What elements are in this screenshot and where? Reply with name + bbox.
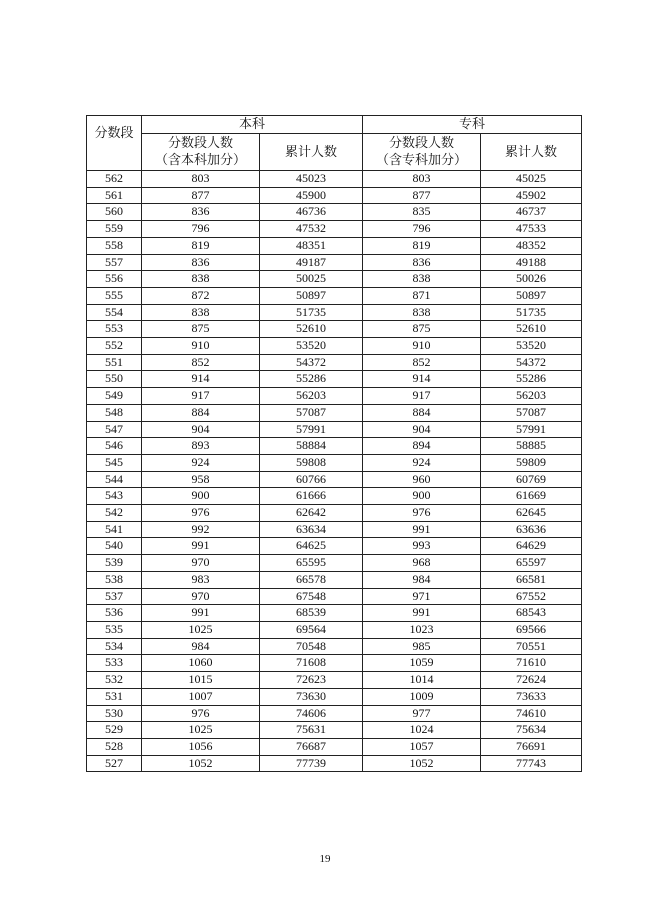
junior-count-cell: 1052 [363, 755, 481, 772]
junior-cumulative-cell: 64629 [481, 538, 582, 555]
score-cell: 541 [87, 521, 142, 538]
table-row [87, 588, 582, 605]
undergrad-cumulative-cell: 71608 [260, 655, 363, 672]
undergrad-count-cell: 976 [142, 505, 260, 522]
score-cell: 529 [87, 722, 142, 739]
undergrad-count-cell: 914 [142, 371, 260, 388]
undergrad-count-cell: 991 [142, 538, 260, 555]
score-cell: 547 [87, 421, 142, 438]
undergrad-cumulative-cell: 64625 [260, 538, 363, 555]
undergrad-count-cell: 796 [142, 221, 260, 238]
junior-cumulative-cell: 59809 [481, 454, 582, 471]
score-cell: 531 [87, 688, 142, 705]
junior-cumulative-cell: 53520 [481, 338, 582, 355]
table-row [87, 538, 582, 555]
undergrad-count-cell: 1015 [142, 672, 260, 689]
junior-cumulative-cell: 60769 [481, 471, 582, 488]
undergrad-count-cell: 872 [142, 287, 260, 304]
junior-count-header-line2: （含专科加分） [376, 153, 468, 168]
table-row [87, 454, 582, 471]
junior-count-cell: 1009 [363, 688, 481, 705]
junior-cumulative-cell: 45025 [481, 171, 582, 188]
undergrad-count-header-line2: （含本科加分） [154, 153, 246, 168]
score-cell: 544 [87, 471, 142, 488]
score-cell: 542 [87, 505, 142, 522]
undergrad-count-cell: 893 [142, 438, 260, 455]
junior-cumulative-cell: 55286 [481, 371, 582, 388]
junior-cumulative-cell: 50026 [481, 271, 582, 288]
table-row [87, 638, 582, 655]
table-row [87, 488, 582, 505]
undergrad-count-cell: 1052 [142, 755, 260, 772]
undergrad-cumulative-cell: 74606 [260, 705, 363, 722]
undergrad-cumulative-cell: 58884 [260, 438, 363, 455]
junior-cumulative-cell: 49188 [481, 254, 582, 271]
undergrad-cumulative-cell: 66578 [260, 571, 363, 588]
undergrad-count-cell: 910 [142, 338, 260, 355]
undergrad-count-cell: 852 [142, 354, 260, 371]
table-row [87, 605, 582, 622]
junior-count-cell: 838 [363, 271, 481, 288]
score-cell: 527 [87, 755, 142, 772]
junior-count-cell: 904 [363, 421, 481, 438]
score-cell: 553 [87, 321, 142, 338]
junior-cumulative-cell: 50897 [481, 287, 582, 304]
table-row [87, 521, 582, 538]
undergrad-cumulative-cell: 49187 [260, 254, 363, 271]
undergrad-cumulative-cell: 59808 [260, 454, 363, 471]
junior-count-cell: 875 [363, 321, 481, 338]
junior-count-cell: 1024 [363, 722, 481, 739]
undergrad-cumulative-cell: 57991 [260, 421, 363, 438]
undergrad-count-cell: 877 [142, 187, 260, 204]
score-cell: 559 [87, 221, 142, 238]
score-distribution-table [86, 115, 582, 772]
undergrad-count-cell: 838 [142, 304, 260, 321]
undergrad-cumulative-cell: 54372 [260, 354, 363, 371]
undergrad-cumulative-cell: 46736 [260, 204, 363, 221]
undergrad-cumulative-cell: 75631 [260, 722, 363, 739]
table-header [87, 116, 582, 171]
table-row [87, 421, 582, 438]
undergrad-cumulative-cell: 69564 [260, 621, 363, 638]
undergrad-count-cell: 1025 [142, 722, 260, 739]
table-row [87, 755, 582, 772]
table-row [87, 354, 582, 371]
undergrad-count-cell: 836 [142, 204, 260, 221]
table-row [87, 237, 582, 254]
undergrad-count-cell: 819 [142, 237, 260, 254]
junior-cumulative-cell: 46737 [481, 204, 582, 221]
junior-cumulative-cell: 58885 [481, 438, 582, 455]
undergrad-cumulative-cell: 57087 [260, 404, 363, 421]
score-cell: 543 [87, 488, 142, 505]
score-cell: 538 [87, 571, 142, 588]
junior-count-cell: 910 [363, 338, 481, 355]
undergrad-count-cell: 970 [142, 555, 260, 572]
table-row [87, 254, 582, 271]
score-cell: 528 [87, 738, 142, 755]
table-row [87, 621, 582, 638]
page-number: 19 [319, 853, 331, 865]
junior-count-cell: 877 [363, 187, 481, 204]
junior-count-cell: 1023 [363, 621, 481, 638]
junior-cumulative-cell: 77743 [481, 755, 582, 772]
table-row [87, 304, 582, 321]
undergrad-count-cell: 917 [142, 388, 260, 405]
junior-cumulative-cell: 66581 [481, 571, 582, 588]
table-row [87, 204, 582, 221]
undergrad-cumulative-cell: 62642 [260, 505, 363, 522]
undergrad-cumulative-cell: 55286 [260, 371, 363, 388]
junior-cumulative-cell: 52610 [481, 321, 582, 338]
undergrad-count-cell: 924 [142, 454, 260, 471]
undergrad-count-cell: 1060 [142, 655, 260, 672]
undergrad-count-cell: 838 [142, 271, 260, 288]
junior-count-header [363, 134, 481, 171]
score-cell: 550 [87, 371, 142, 388]
score-cell: 546 [87, 438, 142, 455]
score-cell: 560 [87, 204, 142, 221]
undergrad-cumulative-cell: 63634 [260, 521, 363, 538]
score-cell: 536 [87, 605, 142, 622]
score-cell: 556 [87, 271, 142, 288]
score-cell: 551 [87, 354, 142, 371]
junior-count-cell: 1059 [363, 655, 481, 672]
undergrad-cumulative-cell: 51735 [260, 304, 363, 321]
table-row [87, 404, 582, 421]
header-row-sub [87, 134, 582, 171]
junior-count-cell: 924 [363, 454, 481, 471]
undergrad-count-cell: 1025 [142, 621, 260, 638]
score-cell: 530 [87, 705, 142, 722]
junior-cumulative-cell: 57087 [481, 404, 582, 421]
undergrad-cumulative-cell: 65595 [260, 555, 363, 572]
junior-count-cell: 838 [363, 304, 481, 321]
table-row [87, 221, 582, 238]
undergrad-cumulative-cell: 76687 [260, 738, 363, 755]
undergrad-count-cell: 875 [142, 321, 260, 338]
undergrad-count-cell: 970 [142, 588, 260, 605]
undergrad-count-cell: 991 [142, 605, 260, 622]
junior-group-header: 专科 [363, 116, 582, 134]
junior-count-cell: 977 [363, 705, 481, 722]
table-row [87, 321, 582, 338]
score-cell: 562 [87, 171, 142, 188]
junior-cumulative-cell: 56203 [481, 388, 582, 405]
junior-cumulative-cell: 76691 [481, 738, 582, 755]
table-row [87, 287, 582, 304]
score-cell: 552 [87, 338, 142, 355]
undergrad-cumulative-cell: 56203 [260, 388, 363, 405]
score-cell: 539 [87, 555, 142, 572]
junior-cumulative-cell: 69566 [481, 621, 582, 638]
junior-cumulative-cell: 54372 [481, 354, 582, 371]
junior-cumulative-cell: 48352 [481, 237, 582, 254]
junior-count-cell: 985 [363, 638, 481, 655]
undergrad-count-cell: 976 [142, 705, 260, 722]
table-row [87, 438, 582, 455]
table-row [87, 555, 582, 572]
undergrad-count-cell: 984 [142, 638, 260, 655]
score-distribution-table-wrapper [86, 115, 581, 772]
table-row [87, 171, 582, 188]
undergrad-count-header-line1: 分数段人数 [167, 136, 233, 151]
undergrad-count-header [142, 134, 260, 171]
score-cell: 532 [87, 672, 142, 689]
junior-count-cell: 968 [363, 555, 481, 572]
undergrad-cumulative-cell: 45900 [260, 187, 363, 204]
table-row [87, 688, 582, 705]
score-cell: 548 [87, 404, 142, 421]
table-row [87, 738, 582, 755]
score-cell: 558 [87, 237, 142, 254]
junior-cumulative-cell: 73633 [481, 688, 582, 705]
junior-count-cell: 993 [363, 538, 481, 555]
junior-cumulative-cell: 68543 [481, 605, 582, 622]
junior-cumulative-cell: 67552 [481, 588, 582, 605]
undergrad-count-cell: 884 [142, 404, 260, 421]
undergrad-cumulative-cell: 45023 [260, 171, 363, 188]
junior-count-header-line1: 分数段人数 [389, 136, 455, 151]
undergrad-cumulative-cell: 50897 [260, 287, 363, 304]
junior-cumulative-cell: 70551 [481, 638, 582, 655]
undergrad-cumulative-cell: 72623 [260, 672, 363, 689]
junior-count-cell: 917 [363, 388, 481, 405]
table-row [87, 571, 582, 588]
undergrad-cumulative-cell: 73630 [260, 688, 363, 705]
junior-count-cell: 894 [363, 438, 481, 455]
undergrad-cumulative-cell: 77739 [260, 755, 363, 772]
table-body [87, 171, 582, 772]
junior-count-cell: 1057 [363, 738, 481, 755]
junior-cumulative-cell: 57991 [481, 421, 582, 438]
undergrad-cumulative-cell: 70548 [260, 638, 363, 655]
undergrad-cumulative-cell: 67548 [260, 588, 363, 605]
score-cell: 540 [87, 538, 142, 555]
table-row [87, 655, 582, 672]
score-cell: 535 [87, 621, 142, 638]
junior-count-cell: 835 [363, 204, 481, 221]
undergrad-cumulative-cell: 50025 [260, 271, 363, 288]
undergrad-count-cell: 958 [142, 471, 260, 488]
score-cell: 537 [87, 588, 142, 605]
undergrad-cumulative-header: 累计人数 [260, 134, 363, 171]
junior-count-cell: 836 [363, 254, 481, 271]
score-cell: 533 [87, 655, 142, 672]
undergrad-count-cell: 803 [142, 171, 260, 188]
junior-cumulative-cell: 71610 [481, 655, 582, 672]
junior-count-cell: 900 [363, 488, 481, 505]
undergrad-cumulative-cell: 52610 [260, 321, 363, 338]
undergrad-cumulative-cell: 60766 [260, 471, 363, 488]
score-cell: 555 [87, 287, 142, 304]
junior-count-cell: 976 [363, 505, 481, 522]
undergrad-group-header: 本科 [142, 116, 363, 134]
table-row [87, 672, 582, 689]
score-cell: 549 [87, 388, 142, 405]
junior-cumulative-cell: 45902 [481, 187, 582, 204]
junior-count-cell: 852 [363, 354, 481, 371]
table-row [87, 187, 582, 204]
junior-count-cell: 819 [363, 237, 481, 254]
undergrad-count-cell: 836 [142, 254, 260, 271]
score-cell: 561 [87, 187, 142, 204]
table-row [87, 338, 582, 355]
undergrad-cumulative-cell: 53520 [260, 338, 363, 355]
junior-count-cell: 914 [363, 371, 481, 388]
undergrad-count-cell: 983 [142, 571, 260, 588]
junior-cumulative-cell: 47533 [481, 221, 582, 238]
header-row-group [87, 116, 582, 134]
undergrad-count-cell: 992 [142, 521, 260, 538]
junior-count-cell: 803 [363, 171, 481, 188]
undergrad-count-cell: 1056 [142, 738, 260, 755]
junior-cumulative-cell: 72624 [481, 672, 582, 689]
undergrad-cumulative-cell: 47532 [260, 221, 363, 238]
undergrad-count-cell: 904 [142, 421, 260, 438]
junior-count-cell: 991 [363, 605, 481, 622]
junior-count-cell: 971 [363, 588, 481, 605]
junior-count-cell: 960 [363, 471, 481, 488]
score-cell: 534 [87, 638, 142, 655]
junior-cumulative-header: 累计人数 [481, 134, 582, 171]
undergrad-cumulative-cell: 61666 [260, 488, 363, 505]
junior-count-cell: 984 [363, 571, 481, 588]
junior-count-cell: 796 [363, 221, 481, 238]
junior-cumulative-cell: 65597 [481, 555, 582, 572]
score-cell: 545 [87, 454, 142, 471]
junior-cumulative-cell: 62645 [481, 505, 582, 522]
undergrad-count-cell: 900 [142, 488, 260, 505]
junior-cumulative-cell: 63636 [481, 521, 582, 538]
junior-count-cell: 1014 [363, 672, 481, 689]
table-row [87, 705, 582, 722]
table-row [87, 371, 582, 388]
table-row [87, 271, 582, 288]
table-row [87, 471, 582, 488]
junior-count-cell: 871 [363, 287, 481, 304]
table-row [87, 388, 582, 405]
junior-cumulative-cell: 51735 [481, 304, 582, 321]
junior-cumulative-cell: 74610 [481, 705, 582, 722]
table-row [87, 722, 582, 739]
junior-count-cell: 884 [363, 404, 481, 421]
undergrad-cumulative-cell: 68539 [260, 605, 363, 622]
junior-cumulative-cell: 61669 [481, 488, 582, 505]
junior-cumulative-cell: 75634 [481, 722, 582, 739]
table-row [87, 505, 582, 522]
undergrad-cumulative-cell: 48351 [260, 237, 363, 254]
score-cell: 554 [87, 304, 142, 321]
score-cell: 557 [87, 254, 142, 271]
junior-count-cell: 991 [363, 521, 481, 538]
undergrad-count-cell: 1007 [142, 688, 260, 705]
score-column-header: 分数段 [87, 116, 142, 171]
